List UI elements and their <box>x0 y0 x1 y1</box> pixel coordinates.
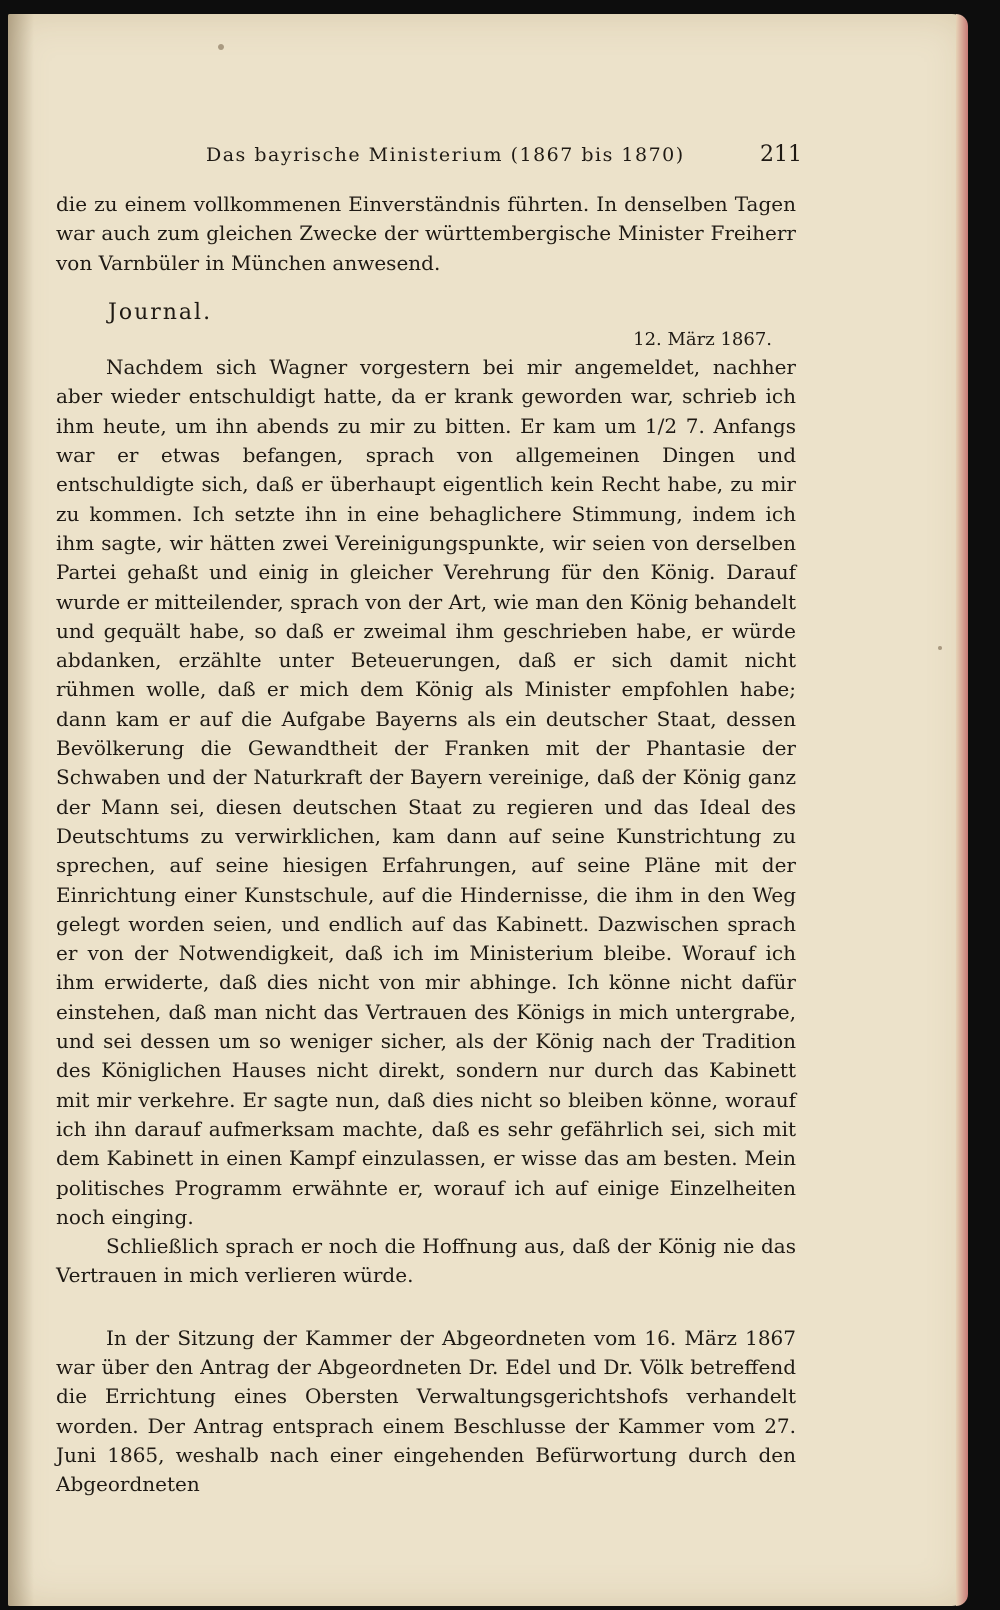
book-page <box>8 14 968 1606</box>
page-header <box>56 138 802 170</box>
journal-heading: Journal. <box>108 299 213 325</box>
intro-paragraph: die zu einem vollkommenen Einverständnis führten. In denselben Tagen war auch zum gleichen Zwecke der württembergische Minister Freiherr von Varnbüler in München anwesend. <box>56 192 796 275</box>
page-gutter-shadow <box>8 14 34 1606</box>
journal-paragraph: Schließlich sprach er noch die Hoffnung aus, daß der König nie das Vertrauen in mich verlieren würde. <box>56 1234 796 1288</box>
running-head: Das bayrische Ministerium (1867 bis 1870) <box>206 144 685 166</box>
page-number: 211 <box>760 142 802 167</box>
body-text <box>56 190 796 1499</box>
closing-paragraph: In der Sitzung der Kammer der Abgeordneten vom 16. März 1867 war über den Antrag der Abgeordneten Dr. Edel und Dr. Völk betreffend die Errichtung eines Obersten Verwaltungsgerichtshofs verhandelt worden. Der Antrag entsprach einem Beschlusse der Kammer vom 27. Juni 1865, weshalb nach einer eingehenden Befürwortung durch den Abgeordneten <box>56 1325 796 1497</box>
journal-date: 12. März 1867. <box>633 329 772 351</box>
paper-speck <box>938 646 942 650</box>
page-edge <box>956 14 968 1606</box>
paper-speck <box>218 44 224 50</box>
journal-paragraph: Nachdem sich Wagner vorgestern bei mir angemeldet, nachher aber wieder entschuldigt hatte, da er krank geworden war, schrieb ich ihm heute, um ihn abends zu mir zu bitten. Er kam um 1/2 7. Anfangs war er etwas befangen, sprach von allgemeinen Dingen und entschuldigte sich, daß er überhaupt eigentlich kein Recht habe, zu mir zu kommen. Ich setzte ihn in eine behaglichere Stimmung, indem ich ihm sagte, wir hätten zwei Vereinigungspunkte, wir seien von derselben Partei gehaßt und einig in gleicher Verehrung für den König. Darauf wurde er mitteilender, sprach von der Art, wie man den König behandelt und gequält habe, so daß er zweimal ihm geschrieben habe, er würde abdanken, erzählte unter Beteuerungen, daß er sich damit nicht rühmen wolle, daß er mich dem König als Minister empfohlen habe; dann kam er auf die Aufgabe Bayerns als ein deutscher Staat, dessen Bevölkerung die Gewandtheit der Franken mit der Phantasie der Schwaben und der Naturkraft der Bayern vereinige, daß der König ganz der Mann sei, diesen deutschen Staat zu regieren und das Ideal des Deutschtums zu verwirklichen, kam dann auf seine Kunstrichtung zu sprechen, auf seine hiesigen Erfahrungen, auf seine Pläne mit der Einrichtung einer Kunstschule, auf die Hindernisse, die ihm in den Weg gelegt worden seien, und endlich auf das Kabinett. Dazwischen sprach er von der Notwendigkeit, daß ich im Ministerium bleibe. Worauf ich ihm erwiderte, daß dies nicht von mir abhinge. Ich könne nicht dafür einstehen, daß man nicht das Vertrauen des Königs in mich untergrabe, und sei dessen um so weniger sicher, als der König nach der Tradition des Königlichen Hauses nicht direkt, sondern nur durch das Kabinett mit mir verkehre. Er sagte nun, daß dies nicht so bleiben könne, worauf ich ihn darauf aufmerksam machte, daß es sehr gefährlich sei, sich mit dem Kabinett in einen Kampf einzulassen, er wisse das am besten. Mein politisches Programm erwähnte er, worauf ich auf einige Einzelheiten noch einging. <box>56 355 796 1229</box>
